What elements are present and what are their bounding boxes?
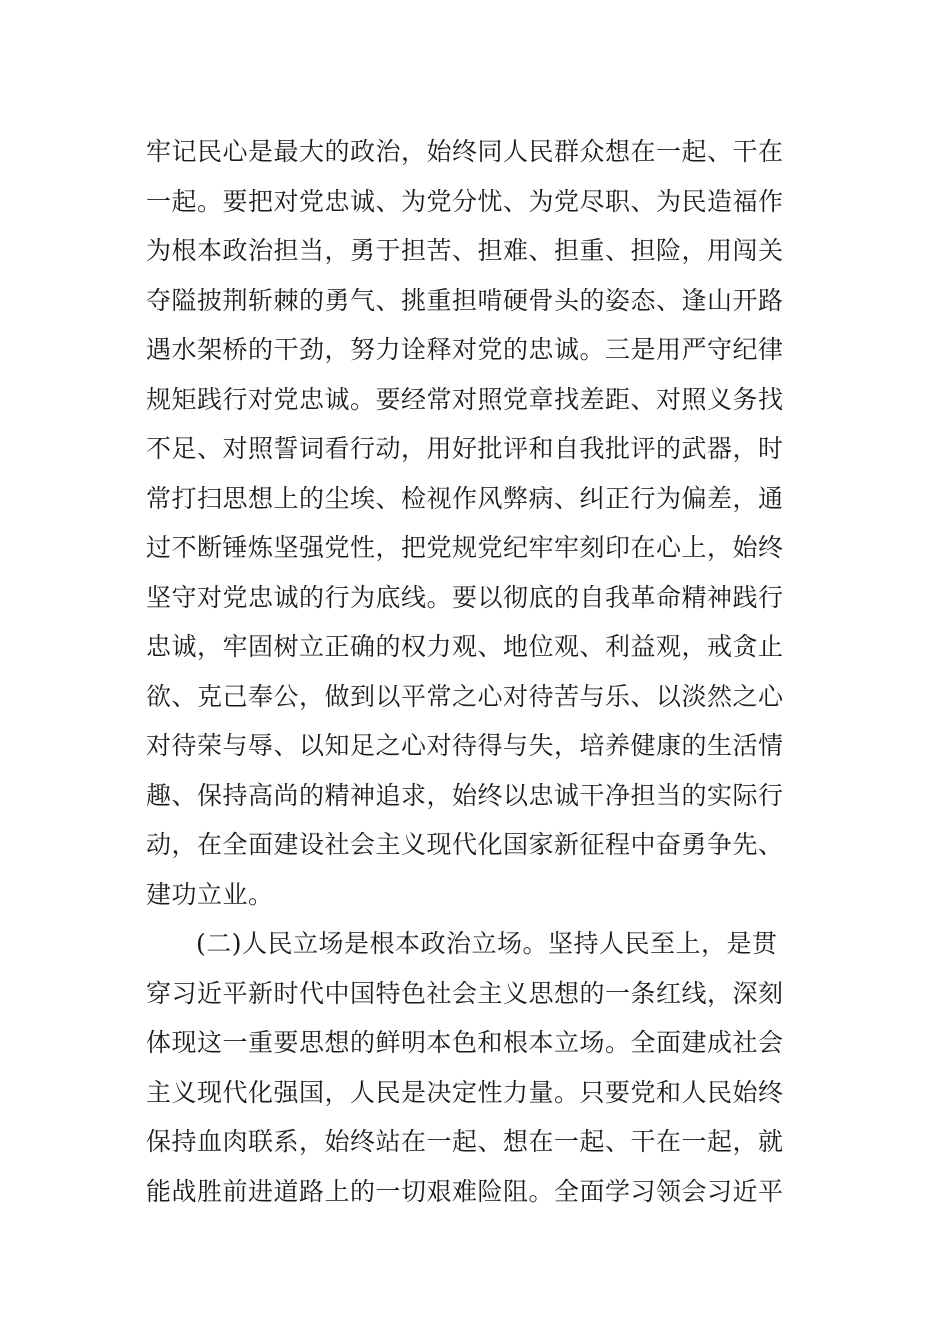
text-line: 欲、克己奉公，做到以平常之心对待苦与乐、以淡然之心	[146, 681, 784, 711]
text-line: 遇水架桥的干劲，努力诠释对党的忠诚。三是用严守纪律	[146, 335, 784, 364]
text-line: 建功立业。	[146, 879, 274, 909]
text-line: 牢记民心是最大的政治，始终同人民群众想在一起、干在	[146, 137, 784, 166]
text-line: 趣、保持高尚的精神追求，始终以忠诚干净担当的实际行	[146, 780, 784, 810]
text-line: 对待荣与辱、以知足之心对待得与失，培养健康的生活情	[146, 731, 784, 760]
text-line: 过不断锤炼坚强党性，把党规党纪牢牢刻印在心上，始终	[146, 533, 784, 562]
text-line: 忠诚，牢固树立正确的权力观、地位观、利益观，戒贪止	[146, 632, 784, 661]
text-line: 体现这一重要思想的鲜明本色和根本立场。全面建成社会	[146, 1028, 784, 1057]
text-line: 坚守对党忠诚的行为底线。要以彻底的自我革命精神践行	[146, 582, 784, 612]
text-line: 主义现代化强国，人民是决定性力量。只要党和人民始终	[146, 1077, 784, 1107]
paragraph-start-line: (二)人民立场是根本政治立场。坚持人民至上，是贯	[196, 929, 778, 958]
text-line: 动，在全面建设社会主义现代化国家新征程中奋勇争先、	[146, 830, 784, 859]
text-line: 为根本政治担当，勇于担苦、担难、担重、担险，用闯关	[146, 236, 784, 265]
text-line: 规矩践行对党忠诚。要经常对照党章找差距、对照义务找	[146, 384, 784, 414]
text-line: 保持血肉联系，始终站在一起、想在一起、干在一起，就	[146, 1127, 784, 1156]
text-line: 夺隘披荆斩棘的勇气、挑重担啃硬骨头的姿态、逢山开路	[146, 285, 784, 315]
text-line: 常打扫思想上的尘埃、检视作风弊病、纠正行为偏差，通	[146, 483, 784, 513]
text-line: 不足、对照誓词看行动，用好批评和自我批评的武器，时	[146, 434, 784, 463]
text-line: 穿习近平新时代中国特色社会主义思想的一条红线，深刻	[146, 978, 784, 1008]
text-line: 一起。要把对党忠诚、为党分忧、为党尽职、为民造福作	[146, 186, 784, 216]
body-text	[146, 127, 796, 1216]
text-line: 能战胜前进道路上的一切艰难险阻。全面学习领会习近平	[146, 1176, 784, 1206]
